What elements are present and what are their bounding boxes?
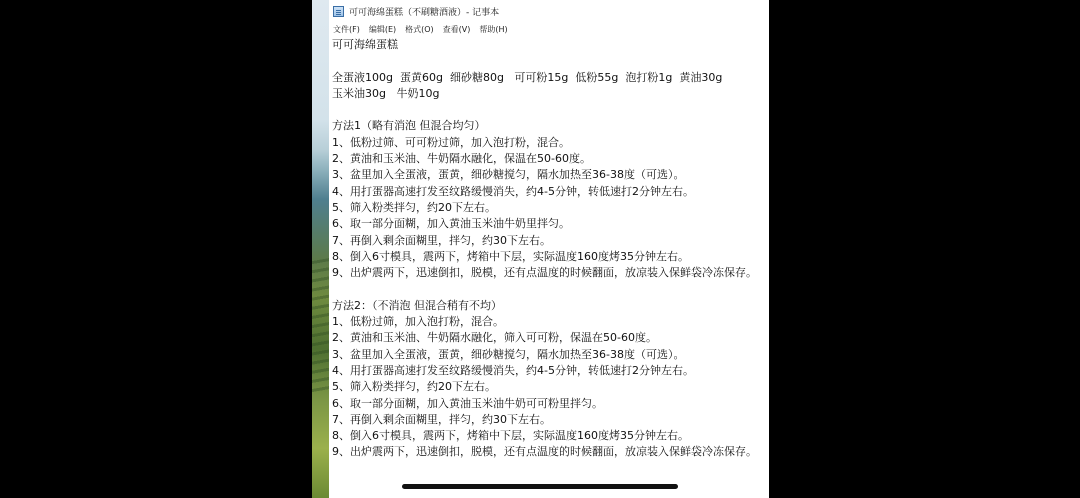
home-indicator[interactable]: [402, 484, 678, 489]
text-line: 5、筛入粉类拌匀，约20下左右。: [332, 380, 496, 394]
window-title: 可可海绵蛋糕（不刷糖酒液）- 记事本: [349, 7, 500, 18]
text-line: 5、筛入粉类拌匀，约20下左右。: [332, 200, 496, 214]
device-screen: [312, 0, 769, 498]
text-line: 全蛋液100g 蛋黄60g 细砂糖80g 可可粉15g 低粉55g 泡打粉1g 黄油30g: [332, 70, 723, 84]
menu-bar: [329, 22, 769, 37]
desktop-wallpaper: [312, 0, 329, 498]
text-line: 1、低粉过筛、可可粉过筛，加入泡打粉，混合。: [332, 135, 570, 149]
text-line: [332, 281, 769, 297]
text-line: 方法2：（不消泡 但混合稍有不均）: [332, 298, 502, 312]
title-bar[interactable]: [329, 0, 769, 22]
text-line: 7、再倒入剩余面糊里，拌匀，约30下左右。: [332, 233, 551, 247]
menu-help[interactable]: 帮助(H): [479, 25, 508, 34]
text-line: 4、用打蛋器高速打发至纹路缓慢消失，约4-5分钟，转低速打2分钟左右。: [332, 363, 694, 377]
text-line: 8、倒入6寸模具，震两下，烤箱中下层，实际温度160度烤35分钟左右。: [332, 429, 689, 443]
menu-edit[interactable]: 编辑(E): [368, 25, 397, 34]
text-line: 可可海绵蛋糕: [332, 38, 398, 51]
text-line: 6、取一部分面糊，加入黄油玉米油牛奶里拌匀。: [332, 217, 570, 231]
text-line: 玉米油30g 牛奶10g: [332, 86, 440, 100]
text-line: 4、用打蛋器高速打发至纹路缓慢消失，约4-5分钟，转低速打2分钟左右。: [332, 184, 694, 198]
text-line: 8、倒入6寸模具，震两下，烤箱中下层，实际温度160度烤35分钟左右。: [332, 249, 689, 263]
text-line: 9、出炉震两下，迅速倒扣，脱模，还有点温度的时候翻面，放凉装入保鲜袋冷冻保存。: [332, 445, 757, 459]
text-line: 方法1（略有消泡 但混合均匀）: [332, 119, 486, 133]
notepad-icon: [333, 6, 344, 17]
menu-view[interactable]: 查看(V): [442, 25, 471, 34]
text-line: 6、取一部分面糊，加入黄油玉米油牛奶可可粉里拌匀。: [332, 396, 603, 410]
menu-file[interactable]: 文件(F): [333, 25, 360, 34]
text-line: 9、出炉震两下，迅速倒扣，脱模，还有点温度的时候翻面，放凉装入保鲜袋冷冻保存。: [332, 266, 757, 280]
menu-format[interactable]: 格式(O): [405, 25, 434, 34]
text-line: 2、黄油和玉米油、牛奶隔水融化，筛入可可粉，保温在50-60度。: [332, 331, 657, 345]
notepad-window: [329, 0, 769, 498]
text-line: 3、盆里加入全蛋液，蛋黄，细砂糖搅匀，隔水加热至36-38度（可选）。: [332, 347, 685, 361]
text-line: [332, 53, 769, 69]
text-line: [332, 102, 769, 118]
text-line: 2、黄油和玉米油、牛奶隔水融化，保温在50-60度。: [332, 152, 591, 166]
text-line: 1、低粉过筛，加入泡打粉，混合。: [332, 315, 504, 329]
text-editor[interactable]: [329, 37, 769, 498]
text-line: 7、再倒入剩余面糊里，拌匀，约30下左右。: [332, 412, 551, 426]
text-line: 3、盆里加入全蛋液，蛋黄，细砂糖搅匀，隔水加热至36-38度（可选）。: [332, 168, 685, 182]
